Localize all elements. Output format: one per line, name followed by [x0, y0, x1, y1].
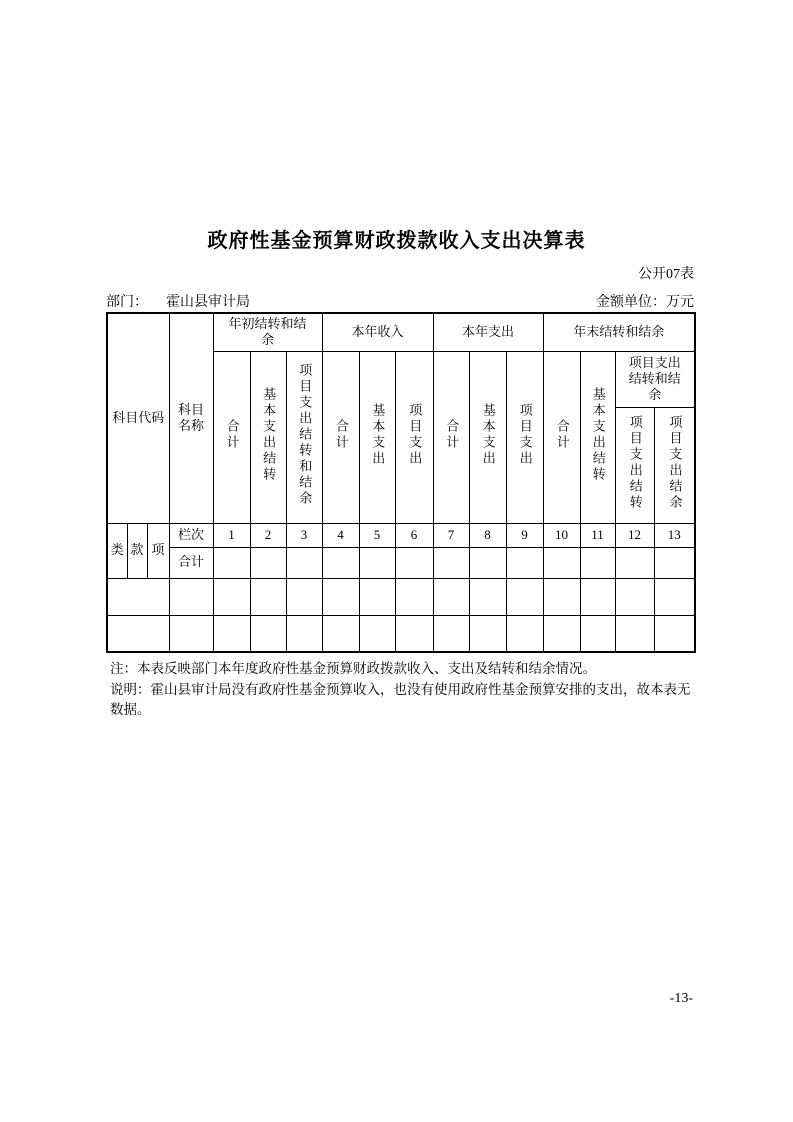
group-year-end-balance: 年末结转和结余: [543, 313, 695, 351]
subject-name-text: 科目名称: [178, 402, 205, 434]
col-begin-basic-carryover: [250, 351, 286, 523]
blank-name-cell: [169, 578, 213, 615]
col-expend-project-text: 项目支出: [517, 402, 533, 467]
header-subject-name: [169, 313, 213, 523]
col-end-basic-carryover-text: 基本支出结转: [590, 386, 606, 483]
total-cell-5: [359, 547, 395, 578]
total-cell-11: [580, 547, 615, 578]
empty-data-row-2: [107, 615, 695, 652]
amount-unit-label: 金额单位：万元: [596, 295, 694, 310]
page-title: 政府性基金预算财政拨款收入支出决算表: [207, 230, 586, 252]
col-expend-basic: [469, 351, 506, 523]
blank-cell: [543, 615, 580, 652]
table-note: 注：本表反映部门本年度政府性基金预算财政拨款收入、支出及结转和结余情况。: [110, 661, 596, 676]
blank-code-cell: [107, 578, 169, 615]
header-group-row: [107, 313, 695, 351]
col-expend-total: [433, 351, 469, 523]
blank-cell: [580, 615, 615, 652]
subgroup-end-project-carryover-text: 项目支出结转和结余: [628, 354, 681, 403]
blank-cell: [395, 615, 433, 652]
col-end-total-text: 合计: [554, 418, 570, 451]
blank-cell: [250, 578, 286, 615]
blank-cell: [543, 578, 580, 615]
col-end-project-carryforward: [615, 407, 654, 523]
row-index-label: 栏次: [169, 523, 213, 547]
blank-cell: [469, 578, 506, 615]
total-cell-6: [395, 547, 433, 578]
col-income-total-text: 合计: [333, 418, 349, 451]
col-number-6: 6: [395, 523, 433, 547]
col-begin-basic-carryover-text: 基本支出结转: [261, 386, 277, 483]
col-number-3: 3: [286, 523, 322, 547]
col-number-11: 11: [580, 523, 615, 547]
page-number: -13-: [669, 991, 693, 1006]
col-number-7: 7: [433, 523, 469, 547]
col-number-12: 12: [615, 523, 654, 547]
empty-data-row-1: [107, 578, 695, 615]
subcol-class: 类: [107, 523, 127, 578]
subgroup-end-project-carryover: [615, 351, 695, 407]
col-income-basic-text: 基本支出: [370, 402, 386, 467]
group-year-begin-balance-text: 年初结转和结余: [228, 316, 307, 348]
column-index-row: [107, 523, 695, 547]
col-expend-total-text: 合计: [444, 418, 460, 451]
col-income-total: [322, 351, 359, 523]
department-line: [106, 291, 250, 311]
table-code-label: 公开07表: [638, 267, 694, 282]
blank-name-cell: [169, 615, 213, 652]
blank-cell: [359, 578, 395, 615]
table-meta-row: [106, 291, 694, 311]
blank-cell: [433, 615, 469, 652]
blank-cell: [654, 578, 695, 615]
blank-code-cell: [107, 615, 169, 652]
blank-cell: [359, 615, 395, 652]
total-cell-1: [213, 547, 250, 578]
col-number-8: 8: [469, 523, 506, 547]
blank-cell: [469, 615, 506, 652]
col-begin-project-carryover-text: 项目支出结转和结余: [297, 362, 313, 507]
department-value: 霍山县审计局: [166, 295, 250, 310]
fund-budget-table: [106, 312, 696, 653]
blank-cell: [213, 615, 250, 652]
col-end-basic-carryover: [580, 351, 615, 523]
col-begin-total-text: 合计: [224, 418, 240, 451]
col-end-project-carryforward-text: 项目支出结转: [627, 414, 643, 511]
blank-cell: [286, 615, 322, 652]
group-year-begin-balance: [213, 313, 322, 351]
blank-cell: [433, 578, 469, 615]
blank-cell: [615, 578, 654, 615]
total-cell-10: [543, 547, 580, 578]
blank-cell: [654, 615, 695, 652]
total-cell-9: [506, 547, 543, 578]
blank-cell: [580, 578, 615, 615]
col-number-13: 13: [654, 523, 695, 547]
col-number-1: 1: [213, 523, 250, 547]
blank-cell: [506, 615, 543, 652]
col-end-project-surplus: [654, 407, 695, 523]
subcol-section: 款: [127, 523, 147, 578]
col-number-10: 10: [543, 523, 580, 547]
total-cell-2: [250, 547, 286, 578]
table-notes: [110, 659, 694, 721]
col-number-4: 4: [322, 523, 359, 547]
col-income-project-text: 项目支出: [407, 402, 423, 467]
blank-cell: [395, 578, 433, 615]
total-cell-12: [615, 547, 654, 578]
col-expend-basic-text: 基本支出: [480, 402, 496, 467]
group-current-year-expenditure: 本年支出: [433, 313, 543, 351]
blank-cell: [322, 578, 359, 615]
group-current-year-income: 本年收入: [322, 313, 433, 351]
total-cell-13: [654, 547, 695, 578]
col-income-basic: [359, 351, 395, 523]
col-end-total: [543, 351, 580, 523]
col-begin-project-carryover: [286, 351, 322, 523]
col-number-9: 9: [506, 523, 543, 547]
blank-cell: [286, 578, 322, 615]
blank-cell: [213, 578, 250, 615]
col-begin-total: [213, 351, 250, 523]
col-end-project-surplus-text: 项目支出结余: [667, 414, 683, 511]
subcol-item: 项: [147, 523, 169, 578]
blank-cell: [322, 615, 359, 652]
total-row-label: 合计: [169, 547, 213, 578]
total-cell-3: [286, 547, 322, 578]
blank-cell: [250, 615, 286, 652]
total-cell-7: [433, 547, 469, 578]
col-number-2: 2: [250, 523, 286, 547]
col-income-project: [395, 351, 433, 523]
table-explanation: 说明：霍山县审计局没有政府性基金预算收入，也没有使用政府性基金预算安排的支出，故本表无数据。: [110, 681, 691, 717]
total-row: [107, 547, 695, 578]
total-cell-8: [469, 547, 506, 578]
header-subject-code: 科目代码: [107, 313, 169, 523]
col-number-5: 5: [359, 523, 395, 547]
total-cell-4: [322, 547, 359, 578]
blank-cell: [615, 615, 654, 652]
col-expend-project: [506, 351, 543, 523]
blank-cell: [506, 578, 543, 615]
department-label: 部门：: [106, 295, 148, 310]
